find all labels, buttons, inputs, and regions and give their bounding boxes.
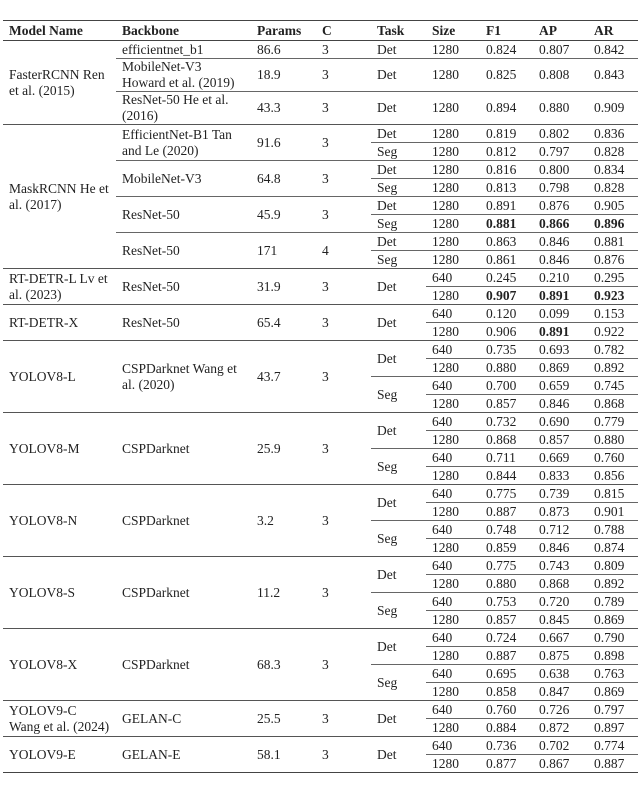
c-cell: 3 [316,197,371,233]
model-name-cell: FasterRCNN Ren et al. (2015) [9,66,105,98]
ar-cell: 0.905 [588,197,638,215]
ap-cell: 0.875 [533,647,588,665]
f1-cell: 0.760 [480,701,533,719]
ar-cell: 0.295 [588,269,638,287]
size-cell: 1280 [426,197,480,215]
ap-cell: 0.739 [533,485,588,503]
backbone-cell: ResNet-50 He et al. (2016) [116,92,251,125]
size-cell: 1280 [432,41,459,57]
size-cell: 640 [426,485,480,503]
c-cell: 3 [316,557,371,629]
backbone-cell: CSPDarknet Wang et al. (2020) [116,341,251,413]
task-cell: Det [371,233,426,251]
size-cell: 1280 [426,467,480,485]
f1-cell: 0.887 [480,647,533,665]
f1-cell: 0.695 [480,665,533,683]
ap-cell: 0.833 [533,467,588,485]
header-c: C [322,22,332,38]
ap-cell: 0.720 [533,593,588,611]
f1-cell: 0.775 [480,485,533,503]
f1-cell: 0.907 [480,287,533,305]
ap-cell: 0.693 [533,341,588,359]
table-row [3,41,638,59]
ap-cell: 0.743 [533,557,588,575]
f1-cell: 0.863 [480,233,533,251]
task-cell: Det [371,161,426,179]
f1-cell: 0.880 [480,359,533,377]
backbone-cell: EfficientNet-B1 Tan and Le (2020) [116,125,251,161]
ap-cell: 0.800 [533,161,588,179]
backbone-cell: GELAN-E [116,737,251,773]
ap-cell: 0.808 [533,59,588,92]
size-cell: 640 [426,737,480,755]
model-name-cell: YOLOV9-C Wang et al. (2024) [3,701,116,737]
size-cell: 1280 [426,503,480,521]
params-cell: 86.6 [257,41,281,57]
ar-cell: 0.815 [588,485,638,503]
size-cell: 640 [426,305,480,323]
size-cell: 640 [426,701,480,719]
size-cell: 1280 [426,647,480,665]
backbone-cell: ResNet-50 [116,305,251,341]
c-cell: 3 [316,701,371,737]
ap-cell: 0.873 [533,503,588,521]
size-cell: 1280 [426,59,480,92]
header-size: Size [432,22,456,38]
ar-cell: 0.788 [588,521,638,539]
f1-cell: 0.825 [480,59,533,92]
ap-cell: 0.867 [533,755,588,773]
task-cell: Det [371,629,426,665]
size-cell: 1280 [426,323,480,341]
task-cell: Seg [371,251,426,269]
ap-cell: 0.659 [533,377,588,395]
table-row [3,341,638,359]
header-row [3,21,638,41]
model-name-cell: YOLOV8-L [3,341,116,413]
ar-cell: 0.779 [588,413,638,431]
ar-cell: 0.896 [588,215,638,233]
f1-cell: 0.887 [480,503,533,521]
ar-cell: 0.790 [588,629,638,647]
f1-cell: 0.120 [480,305,533,323]
ar-cell: 0.876 [588,251,638,269]
ar-cell: 0.760 [588,449,638,467]
task-cell: Det [371,701,426,737]
c-cell: 3 [316,92,371,125]
params-cell: 43.3 [251,92,316,125]
backbone-cell: ResNet-50 [116,233,251,269]
task-cell: Det [371,341,426,377]
table-row [3,629,638,647]
f1-cell: 0.906 [480,323,533,341]
backbone-cell: MobileNet-V3 Howard et al. (2019) [116,59,251,92]
ap-cell: 0.798 [533,179,588,197]
ar-cell: 0.809 [588,557,638,575]
c-cell: 3 [316,125,371,161]
ar-cell: 0.909 [588,92,638,125]
f1-cell: 0.868 [480,431,533,449]
model-name-cell: YOLOV8-N [3,485,116,557]
task-cell: Seg [371,449,426,485]
ap-cell: 0.857 [533,431,588,449]
ap-cell: 0.099 [533,305,588,323]
ar-cell: 0.153 [588,305,638,323]
table-header [3,21,638,41]
task-cell: Seg [371,143,426,161]
size-cell: 1280 [426,92,480,125]
ar-cell: 0.842 [594,41,625,57]
ap-cell: 0.846 [533,539,588,557]
f1-cell: 0.711 [480,449,533,467]
c-cell: 3 [316,737,371,773]
task-cell: Det [371,197,426,215]
params-cell: 18.9 [251,59,316,92]
ar-cell: 0.763 [588,665,638,683]
table-row [3,701,638,719]
size-cell: 640 [426,629,480,647]
size-cell: 640 [426,269,480,287]
ap-cell: 0.802 [533,125,588,143]
ap-cell: 0.869 [533,359,588,377]
ar-cell: 0.836 [588,125,638,143]
ap-cell: 0.846 [533,233,588,251]
ap-cell: 0.868 [533,575,588,593]
ar-cell: 0.828 [588,179,638,197]
params-cell: 68.3 [251,629,316,701]
backbone-cell: CSPDarknet [116,629,251,701]
params-cell: 25.9 [251,413,316,485]
c-cell: 3 [322,41,329,57]
f1-cell: 0.844 [480,467,533,485]
task-cell: Det [371,305,426,341]
model-name-cell: YOLOV8-X [3,629,116,701]
table-row [3,305,638,323]
ar-cell: 0.856 [588,467,638,485]
f1-cell: 0.748 [480,521,533,539]
ar-cell: 0.901 [588,503,638,521]
table-body [3,41,638,773]
c-cell: 3 [316,341,371,413]
size-cell: 1280 [426,395,480,413]
ap-cell: 0.638 [533,665,588,683]
ap-cell: 0.807 [539,41,570,57]
task-cell: Seg [371,179,426,197]
model-name-cell: MaskRCNN He et al. (2017) [3,125,116,269]
results-table [3,20,638,773]
model-name-cell: YOLOV8-S [3,557,116,629]
params-cell: 45.9 [251,197,316,233]
model-name-cell: RT-DETR-X [3,305,116,341]
header-ap: AP [539,22,557,38]
header-backbone: Backbone [122,22,180,38]
ar-cell: 0.874 [588,539,638,557]
backbone-cell: CSPDarknet [116,485,251,557]
size-cell: 1280 [426,125,480,143]
params-cell: 171 [251,233,316,269]
task-cell: Det [371,269,426,305]
size-cell: 1280 [426,683,480,701]
header-model-name: Model Name [9,22,83,38]
ar-cell: 0.869 [588,611,638,629]
ar-cell: 0.745 [588,377,638,395]
size-cell: 1280 [426,539,480,557]
ar-cell: 0.868 [588,395,638,413]
ar-cell: 0.797 [588,701,638,719]
header-params: Params [257,22,302,38]
c-cell: 3 [316,305,371,341]
ap-cell: 0.846 [533,251,588,269]
params-cell: 65.4 [251,305,316,341]
table-row [3,737,638,755]
f1-cell: 0.245 [480,269,533,287]
f1-cell: 0.859 [480,539,533,557]
params-cell: 11.2 [251,557,316,629]
f1-cell: 0.724 [480,629,533,647]
c-cell: 3 [316,161,371,197]
task-cell: Det [371,413,426,449]
backbone-cell: ResNet-50 [116,269,251,305]
size-cell: 640 [426,557,480,575]
task-cell: Seg [371,521,426,557]
f1-cell: 0.858 [480,683,533,701]
f1-cell: 0.753 [480,593,533,611]
f1-cell: 0.735 [480,341,533,359]
backbone-cell: MobileNet-V3 [116,161,251,197]
size-cell: 640 [426,593,480,611]
size-cell: 1280 [426,143,480,161]
backbone-cell: CSPDarknet [116,413,251,485]
params-cell: 43.7 [251,341,316,413]
ar-cell: 0.834 [588,161,638,179]
ar-cell: 0.887 [588,755,638,773]
size-cell: 1280 [426,431,480,449]
ap-cell: 0.891 [533,287,588,305]
model-name-cell: YOLOV9-E [3,737,116,773]
ap-cell: 0.880 [533,92,588,125]
header-f1: F1 [486,22,501,38]
f1-cell: 0.819 [480,125,533,143]
f1-cell: 0.877 [480,755,533,773]
f1-cell: 0.732 [480,413,533,431]
task-cell: Det [371,125,426,143]
ap-cell: 0.847 [533,683,588,701]
size-cell: 640 [426,521,480,539]
table-row [3,125,638,143]
size-cell: 640 [426,413,480,431]
size-cell: 1280 [426,251,480,269]
ar-cell: 0.774 [588,737,638,755]
task-cell: Seg [371,377,426,413]
task-cell: Det [371,59,426,92]
c-cell: 4 [316,233,371,269]
ap-cell: 0.210 [533,269,588,287]
size-cell: 1280 [426,179,480,197]
task-cell: Seg [371,593,426,629]
params-cell: 64.8 [251,161,316,197]
size-cell: 1280 [426,215,480,233]
params-cell: 31.9 [251,269,316,305]
ap-cell: 0.866 [533,215,588,233]
backbone-cell: efficientnet_b1 [122,41,204,57]
ap-cell: 0.702 [533,737,588,755]
ar-cell: 0.881 [588,233,638,251]
ar-cell: 0.923 [588,287,638,305]
ap-cell: 0.891 [533,323,588,341]
params-cell: 91.6 [251,125,316,161]
table-row [3,485,638,503]
size-cell: 1280 [426,611,480,629]
f1-cell: 0.736 [480,737,533,755]
backbone-cell: GELAN-C [116,701,251,737]
task-cell: Seg [371,215,426,233]
model-name-cell: RT-DETR-L Lv et al. (2023) [3,269,116,305]
ar-cell: 0.897 [588,719,638,737]
size-cell: 1280 [426,575,480,593]
table-row [3,557,638,575]
table-row [3,269,638,287]
backbone-cell: CSPDarknet [116,557,251,629]
ap-cell: 0.726 [533,701,588,719]
params-cell: 3.2 [251,485,316,557]
ap-cell: 0.669 [533,449,588,467]
f1-cell: 0.881 [480,215,533,233]
params-cell: 58.1 [251,737,316,773]
task-cell: Det [371,92,426,125]
f1-cell: 0.891 [480,197,533,215]
c-cell: 3 [316,59,371,92]
task-cell: Det [371,485,426,521]
f1-cell: 0.812 [480,143,533,161]
f1-cell: 0.857 [480,611,533,629]
f1-cell: 0.857 [480,395,533,413]
task-cell: Det [371,737,426,773]
ap-cell: 0.797 [533,143,588,161]
f1-cell: 0.861 [480,251,533,269]
header-ar: AR [594,22,614,38]
ap-cell: 0.667 [533,629,588,647]
ap-cell: 0.712 [533,521,588,539]
ar-cell: 0.782 [588,341,638,359]
f1-cell: 0.816 [480,161,533,179]
size-cell: 640 [426,377,480,395]
f1-cell: 0.880 [480,575,533,593]
size-cell: 1280 [426,233,480,251]
f1-cell: 0.813 [480,179,533,197]
c-cell: 3 [316,269,371,305]
size-cell: 1280 [426,719,480,737]
size-cell: 640 [426,449,480,467]
ap-cell: 0.872 [533,719,588,737]
ar-cell: 0.892 [588,359,638,377]
ar-cell: 0.892 [588,575,638,593]
task-cell: Det [377,41,397,57]
ar-cell: 0.869 [588,683,638,701]
task-cell: Seg [371,665,426,701]
c-cell: 3 [316,629,371,701]
task-cell: Det [371,557,426,593]
model-name-cell: YOLOV8-M [3,413,116,485]
c-cell: 3 [316,485,371,557]
size-cell: 1280 [426,755,480,773]
size-cell: 1280 [426,161,480,179]
ar-cell: 0.789 [588,593,638,611]
backbone-cell: ResNet-50 [116,197,251,233]
size-cell: 640 [426,341,480,359]
ap-cell: 0.690 [533,413,588,431]
table-row [3,413,638,431]
ar-cell: 0.828 [588,143,638,161]
ap-cell: 0.845 [533,611,588,629]
size-cell: 1280 [426,287,480,305]
size-cell: 1280 [426,359,480,377]
header-task: Task [377,22,405,38]
f1-cell: 0.884 [480,719,533,737]
ar-cell: 0.843 [588,59,638,92]
ar-cell: 0.880 [588,431,638,449]
f1-cell: 0.775 [480,557,533,575]
c-cell: 3 [316,413,371,485]
f1-cell: 0.894 [480,92,533,125]
size-cell: 640 [426,665,480,683]
ap-cell: 0.846 [533,395,588,413]
ar-cell: 0.922 [588,323,638,341]
params-cell: 25.5 [251,701,316,737]
f1-cell: 0.700 [480,377,533,395]
ap-cell: 0.876 [533,197,588,215]
ar-cell: 0.898 [588,647,638,665]
f1-cell: 0.824 [486,41,517,57]
